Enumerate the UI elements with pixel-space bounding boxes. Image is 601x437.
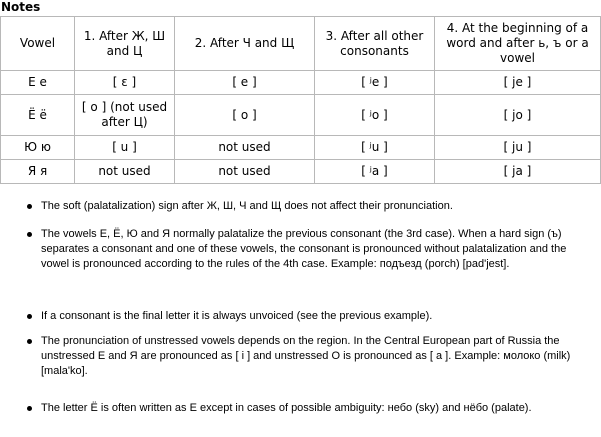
table-cell: [ ʲu ] <box>315 136 435 160</box>
table-cell: [ u ] <box>75 136 175 160</box>
table-row <box>1 160 601 184</box>
bullet-icon <box>27 406 32 411</box>
table-cell: [ ʲo ] <box>315 95 435 136</box>
table-cell: [ ɛ ] <box>75 71 175 95</box>
vowel-cell: Ю ю <box>1 136 75 160</box>
table-cell: [ ʲa ] <box>315 160 435 184</box>
table-cell: [ jo ] <box>435 95 601 136</box>
list-item <box>0 199 580 227</box>
bullet-icon <box>27 204 32 209</box>
table-cell: not used <box>75 160 175 184</box>
table-cell: not used <box>175 160 315 184</box>
note-text: If a consonant is the final letter it is always unvoiced (see the previous example). <box>41 310 433 322</box>
header-case-1: 1. After Ж, Ш and Ц <box>75 17 175 71</box>
notes-list <box>0 199 580 416</box>
note-text: The soft (palatalization) sign after Ж, Ш, Ч and Щ does not affect their pronunciation. <box>41 200 453 212</box>
vowel-pronunciation-table <box>0 16 601 184</box>
table-cell: [ o ] (not used after Ц) <box>75 95 175 136</box>
note-text: The vowels Е, Ё, Ю and Я normally palatalize the previous consonant (the 3rd case). When a hard sign (ъ) separates a consonant and one of these vowels, the consonant is pronounced without palatalization and the vowel is pronounced according to the rules of the 4th case. Example: подъезд (porch) [pad'jest]. <box>41 228 567 270</box>
list-item <box>0 334 580 401</box>
table-cell: [ ju ] <box>435 136 601 160</box>
table-header-row <box>1 17 601 71</box>
header-case-3: 3. After all other consonants <box>315 17 435 71</box>
list-item <box>0 227 580 309</box>
vowel-cell: Ё ё <box>1 95 75 136</box>
table-cell: [ o ] <box>175 95 315 136</box>
note-text: The letter Ё is often written as Е except in cases of possible ambiguity: небо (sky) and нёбо (palate). <box>41 402 532 414</box>
vowel-cell: Е е <box>1 71 75 95</box>
table-cell: [ ja ] <box>435 160 601 184</box>
bullet-icon <box>27 232 32 237</box>
table-row <box>1 71 601 95</box>
vowel-cell: Я я <box>1 160 75 184</box>
bullet-icon <box>27 314 32 319</box>
list-item <box>0 309 580 334</box>
table-row <box>1 136 601 160</box>
table-row <box>1 95 601 136</box>
header-vowel: Vowel <box>1 17 75 71</box>
list-item <box>0 401 580 416</box>
bullet-icon <box>27 339 32 344</box>
header-case-2: 2. After Ч and Щ <box>175 17 315 71</box>
table-cell: [ e ] <box>175 71 315 95</box>
header-case-4: 4. At the beginning of a word and after ь, ъ or a vowel <box>435 17 601 71</box>
note-text: The pronunciation of unstressed vowels depends on the region. In the Central European part of Russia the unstressed Е and Я are pronounced as [ i ] and unstressed О is pronounced as [ a ]. Example: молоко (milk) [mala'ko]. <box>41 335 571 377</box>
table-cell: [ ʲe ] <box>315 71 435 95</box>
table-cell: not used <box>175 136 315 160</box>
notes-title: Notes <box>1 0 41 14</box>
table-cell: [ je ] <box>435 71 601 95</box>
